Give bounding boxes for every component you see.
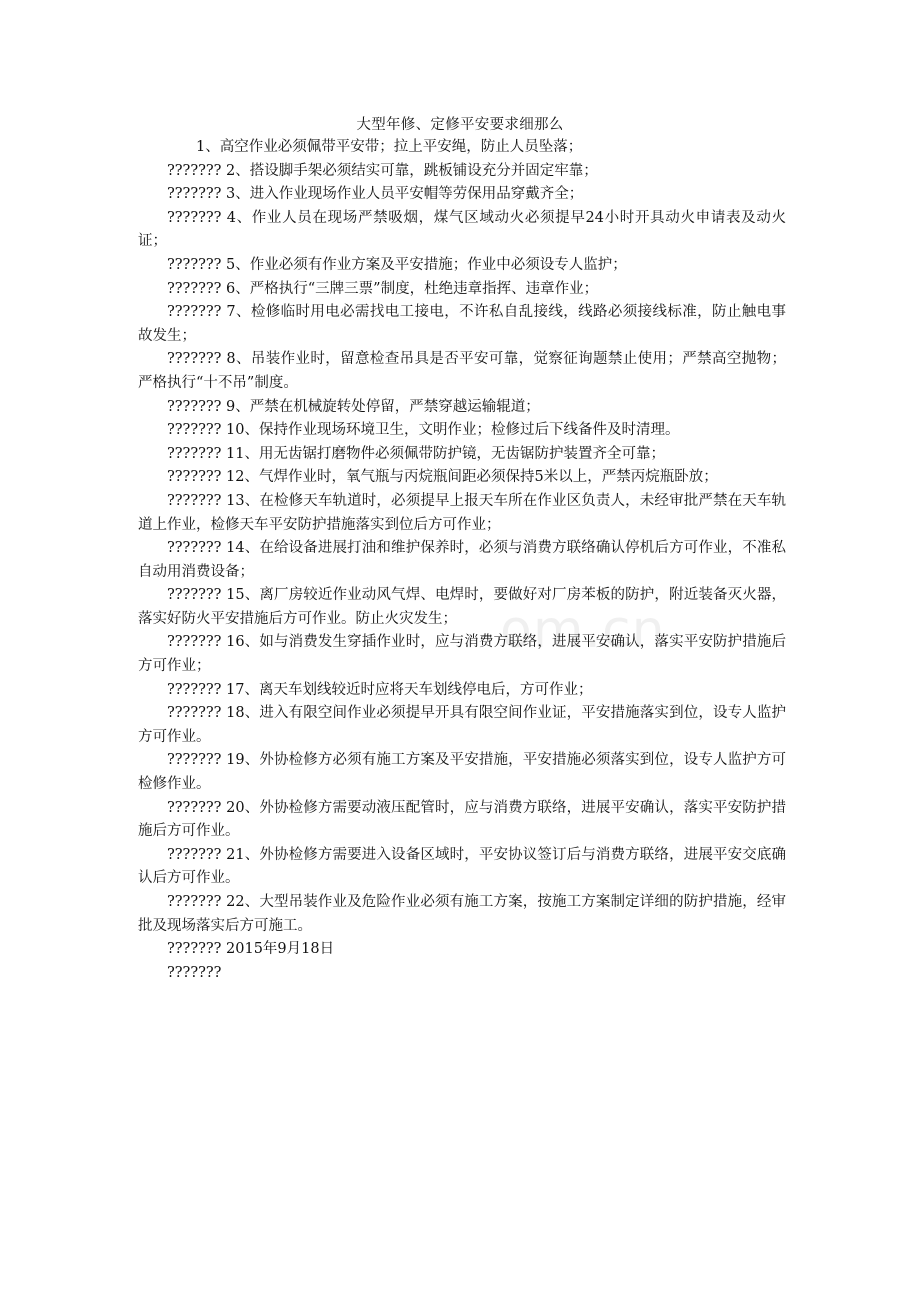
- paragraph-item-19: ??????? 19、外协检修方必须有施工方案及平安措施，平安措施必须落实到位，设专人监护方可检修作业。: [138, 752, 786, 793]
- paragraph-item-9: ??????? 9、严禁在机械旋转处停留，严禁穿越运输辊道；: [167, 398, 540, 415]
- paragraph-item-6: ??????? 6、严格执行“三牌三票”制度，杜绝违章指挥、违章作业；: [167, 280, 599, 297]
- paragraph-item-3: ??????? 3、进入作业现场作业人员平安帽等劳保用品穿戴齐全；: [167, 186, 584, 203]
- paragraph-item-22: ??????? 22、大型吊装作业及危险作业必须有施工方案，按施工方案制定详细的防护措施，经审批及现场落实后方可施工。: [138, 894, 786, 934]
- paragraph-item-8: ??????? 8、吊装作业时，留意检查吊具是否平安可靠，觉察征询题禁止使用；严禁高空抛物；严格执行“十不吊”制度。: [138, 351, 786, 391]
- paragraph-item-15: ??????? 15、离厂房较近作业动风气焊、电焊时，要做好对厂房苯板的防护，附近装备灭火器，落实好防火平安措施后方可作业。防止火灾发生；: [138, 587, 786, 627]
- paragraph-item-18: ??????? 18、进入有限空间作业必须提早开具有限空间作业证，平安措施落实到位，设专人监护方可作业。: [138, 705, 786, 745]
- document-date: ??????? 2015年9月18日: [167, 941, 335, 958]
- trailing-placeholder: ???????: [167, 964, 222, 981]
- paragraph-item-10: ??????? 10、保持作业现场环境卫生，文明作业；检修过后下线备件及时清理。: [167, 422, 680, 439]
- paragraph-item-11: ??????? 11、用无齿锯打磨物件必须佩带防护镜，无齿锯防护装置齐全可靠；: [167, 445, 665, 462]
- paragraph-item-14: ??????? 14、在给设备进展打油和维护保养时，必须与消费方联络确认停机后方可作业，不准私自动用消费设备；: [138, 540, 786, 580]
- document-title: 大型年修、定修平安要求细那么: [356, 117, 564, 133]
- paragraph-item-7: ??????? 7、检修临时用电必需找电工接电，不许私自乱接线，线路必须接线标准，防止触电事故发生；: [138, 304, 786, 344]
- document-body: [138, 136, 786, 985]
- paragraph-item-4: ??????? 4、作业人员在现场严禁吸烟，煤气区域动火必须提早24小时开具动火申请表及动火证；: [138, 209, 786, 250]
- watermark: om.cn: [500, 600, 666, 660]
- paragraph-item-21: ??????? 21、外协检修方需要进入设备区域时，平安协议签订后与消费方联络，进展平安交底确认后方可作业。: [138, 846, 786, 887]
- paragraph-item-12: ??????? 12、气焊作业时，氧气瓶与丙烷瓶间距必须保持5米以上，严禁丙烷瓶卧放；: [167, 469, 718, 486]
- paragraph-item-20: ??????? 20、外协检修方需要动液压配管时，应与消费方联络，进展平安确认，落实平安防护措施后方可作业。: [138, 799, 786, 840]
- paragraph-item-17: ??????? 17、离天车划线较近时应将天车划线停电后，方可作业；: [167, 681, 593, 698]
- paragraph-item-1: 1、高空作业必须佩带平安带；拉上平安绳，防止人员坠落；: [196, 139, 583, 155]
- paragraph-item-2: ??????? 2、搭设脚手架必须结实可靠，跳板铺设充分并固定牢靠；: [167, 162, 598, 179]
- paragraph-item-13: ??????? 13、在检修天车轨道时，必须提早上报天车所在作业区负责人，未经审批严禁在天车轨道上作业，检修天车平安防护措施落实到位后方可作业；: [138, 492, 786, 533]
- paragraph-item-16: ??????? 16、如与消费发生穿插作业时，应与消费方联络，进展平安确认，落实平安防护措施后方可作业；: [138, 634, 786, 675]
- paragraph-item-5: ??????? 5、作业必须有作业方案及平安措施；作业中必须设专人监护；: [167, 256, 627, 273]
